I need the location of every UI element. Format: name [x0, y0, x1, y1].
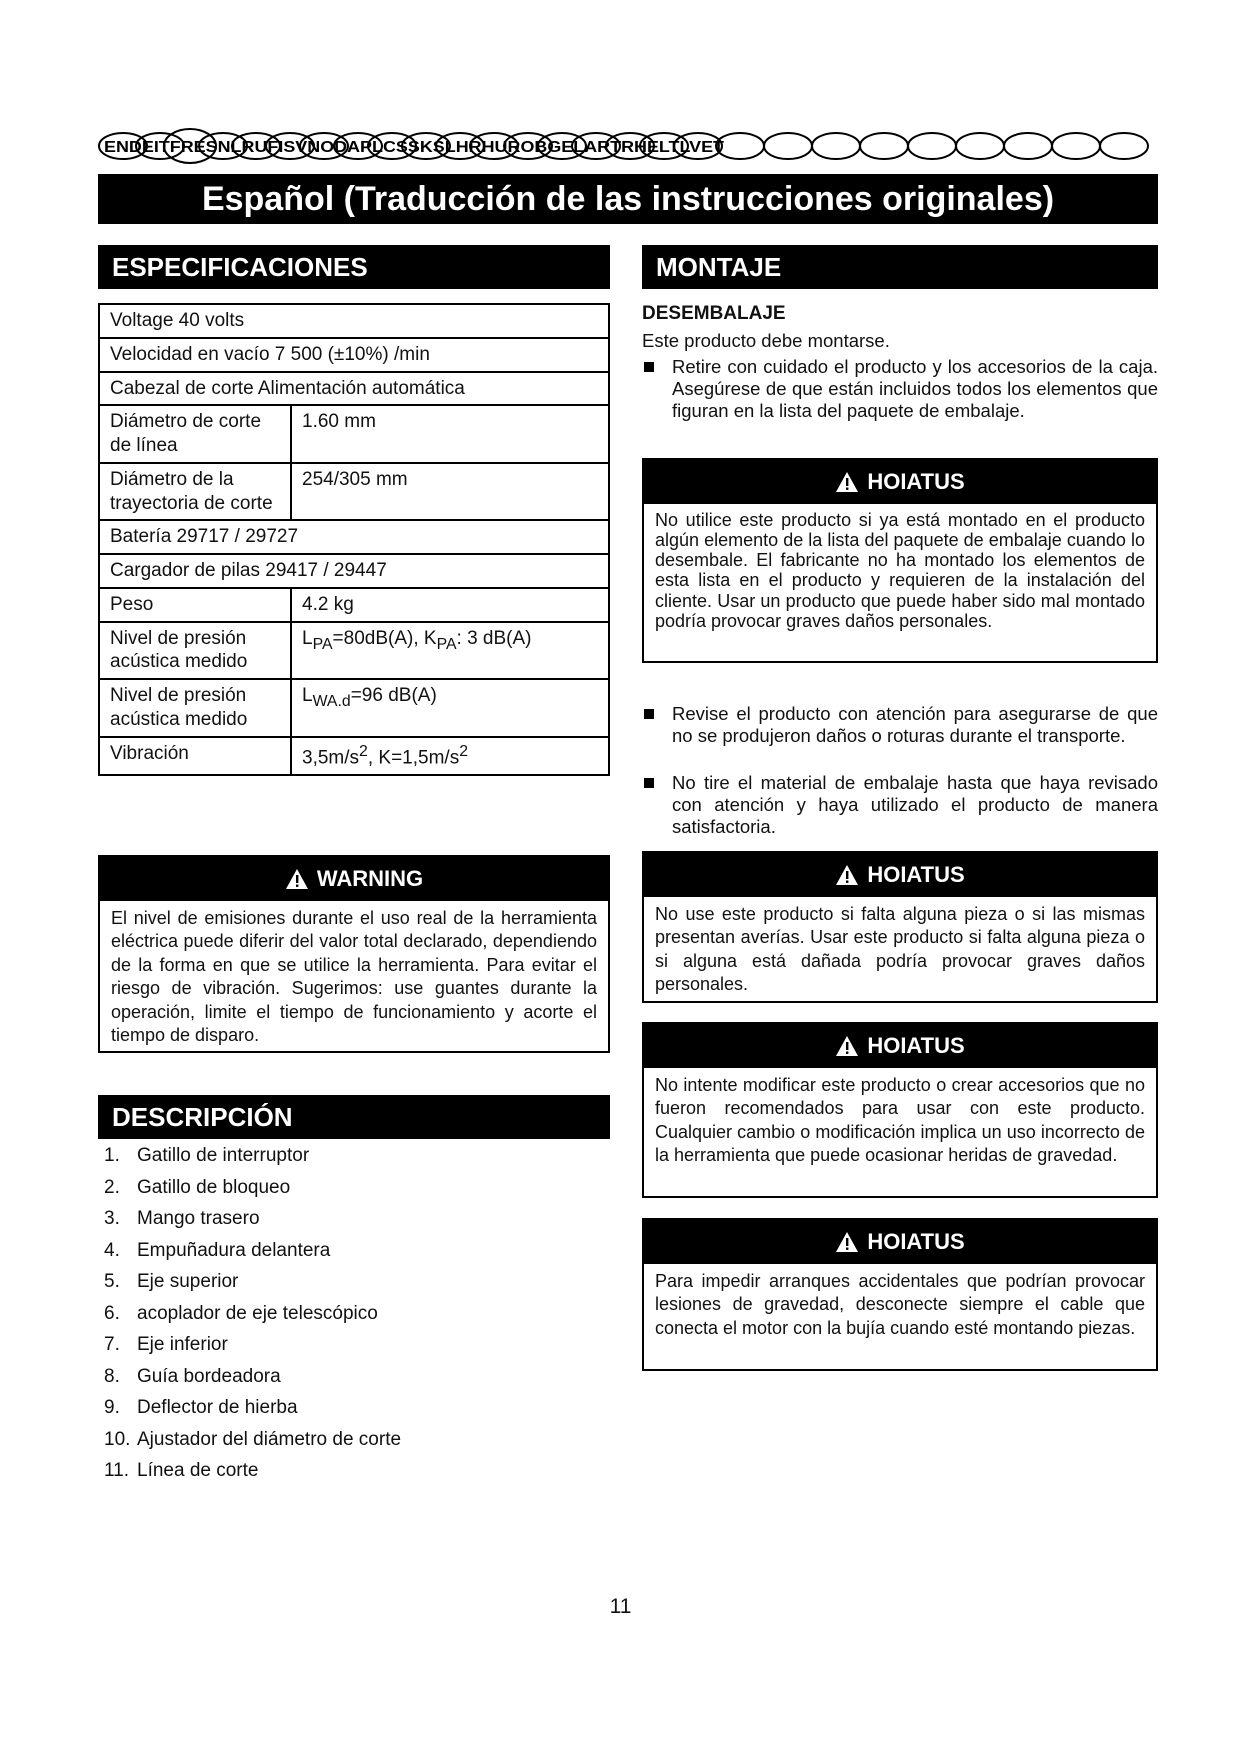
hoiatus-box-4 — [642, 1218, 1158, 1371]
hoiatus-header — [644, 1220, 1156, 1264]
warning-triangle-icon — [835, 864, 859, 886]
spec-value: 4.2 kg — [291, 588, 609, 622]
warning-triangle-icon — [835, 1231, 859, 1253]
description-item — [104, 1329, 401, 1361]
description-item-number: 8. — [104, 1365, 120, 1387]
description-item — [104, 1424, 401, 1456]
specs-row — [99, 338, 609, 372]
description-item-label: Mango trasero — [137, 1208, 260, 1229]
spec-label: Nivel de presión acústica medido — [99, 622, 291, 680]
description-item-label: Guía bordeadora — [137, 1365, 281, 1387]
specs-row — [99, 737, 609, 775]
warning-triangle-icon — [835, 1035, 859, 1057]
hoiatus-box-1 — [642, 458, 1158, 663]
description-item — [104, 1298, 401, 1330]
spec-value: $3,5m/s^2$, $K=1,5m/s^2$ — [291, 737, 609, 775]
bullet-marker — [644, 362, 654, 372]
specs-row — [99, 520, 609, 554]
unpacking-bullet-3: No tire el material de embalaje hasta que haya revisado con atención y haya utilizado el producto de manera satisfactoria. — [672, 772, 1158, 838]
specs-row — [99, 304, 609, 338]
description-item-number: 2. — [104, 1176, 120, 1198]
spec-value: 254/305 mm — [291, 463, 609, 521]
description-item-label: Ajustador del diámetro de corte — [137, 1428, 402, 1450]
warning-text: El nivel de emisiones durante el uso real de la herramienta eléctrica puede diferir del valor total declarado, dependiendo de la forma en que se utilice la herramienta. Para evitar el riesgo de vibración. Sugerimos: use guantes durante la operación, limite el tiempo de funcionamiento y acorte el tiempo de disparo. — [111, 908, 597, 1045]
description-item-label: Deflector de hierba — [137, 1397, 298, 1418]
specs-row — [99, 405, 609, 463]
specs-row — [99, 588, 609, 622]
spec-label: Peso — [99, 588, 291, 622]
description-item-number: 1. — [104, 1145, 120, 1166]
hoiatus-title: HOIATUS — [867, 1229, 965, 1254]
description-item-number: 4. — [104, 1239, 120, 1261]
unpacking-bullet-1: Retire con cuidado el producto y los accesorios de la caja. Asegúrese de que están incluidos todos los elementos que figuran en la lista del paquete de embalaje. — [672, 356, 1158, 422]
specs-row — [99, 372, 609, 406]
description-item-label: Eje superior — [137, 1271, 239, 1292]
spec-label: Nivel de presión acústica medido — [99, 679, 291, 737]
description-item-label: Línea de corte — [137, 1460, 259, 1481]
unpacking-subheading: DESEMBALAJE — [642, 303, 786, 324]
spec-label: Diámetro de la trayectoria de corte — [99, 463, 291, 521]
spec-label: Vibración — [99, 737, 291, 775]
description-item-number: 6. — [104, 1302, 120, 1324]
description-item-number: 3. — [104, 1208, 120, 1229]
warning-header — [100, 857, 608, 901]
hoiatus-box-3 — [642, 1022, 1158, 1198]
unpacking-bullet-2: Revise el producto con atención para asegurarse de que no se produjeron daños o roturas durante el transporte. — [672, 703, 1158, 747]
description-item-label: Eje inferior — [137, 1334, 228, 1355]
description-item — [104, 1392, 401, 1424]
description-list — [104, 1140, 401, 1487]
warning-title: WARNING — [316, 866, 424, 891]
spec-value: 1.60 mm — [291, 405, 609, 463]
specs-row — [99, 463, 609, 521]
hoiatus-text-3: No intente modificar este producto o crear accesorios que no fueron recomendados para usar con este producto. Cualquier cambio o modificación implica un uso incorrecto de la herramienta que puede ocasionar heridas de gravedad. — [655, 1075, 1145, 1166]
description-item-number: 10. — [104, 1428, 131, 1450]
description-item-label: acoplador de eje telescópico — [137, 1302, 378, 1324]
description-item-number: 5. — [104, 1271, 120, 1292]
unpacking-intro: Este producto debe montarse. — [642, 330, 890, 351]
description-item-number: 9. — [104, 1397, 120, 1418]
bullet-marker — [644, 778, 654, 788]
bullet-marker — [644, 709, 654, 719]
language-bubbles-graphic — [98, 128, 1158, 164]
description-item-label: Gatillo de interruptor — [137, 1145, 310, 1166]
specs-table — [98, 303, 610, 776]
description-item — [104, 1203, 401, 1235]
warning-box — [98, 855, 610, 1053]
spec-label: Voltage 40 volts — [99, 304, 609, 338]
description-item-label: Gatillo de bloqueo — [137, 1176, 291, 1198]
specs-row — [99, 554, 609, 588]
hoiatus-title: HOIATUS — [867, 862, 965, 887]
spec-value: $L_{WA.d}=96$ dB(A) — [291, 679, 609, 737]
description-item — [104, 1235, 401, 1267]
description-item — [104, 1455, 401, 1487]
specs-row — [99, 622, 609, 680]
warning-triangle-icon — [835, 471, 859, 493]
spec-value: $L_{PA}=80dB(A)$, $K_{PA}$: 3 dB(A) — [291, 622, 609, 680]
warning-triangle-icon — [285, 868, 309, 890]
description-item-number: 11. — [104, 1460, 130, 1481]
spec-label: Batería 29717 / 29727 — [99, 520, 609, 554]
hoiatus-header — [644, 460, 1156, 504]
specs-row — [99, 679, 609, 737]
montaje-heading: MONTAJE — [642, 245, 1158, 289]
spec-label: Diámetro de corte de línea — [99, 405, 291, 463]
page-title: Español (Traducción de las instrucciones originales) — [98, 174, 1158, 224]
description-item — [104, 1140, 401, 1172]
hoiatus-title: HOIATUS — [867, 1033, 965, 1058]
description-item — [104, 1266, 401, 1298]
hoiatus-text-1: No utilice este producto si ya está montado en el producto algún elemento de la lista del paquete de embalaje cuando lo desembale. El fabricante no ha montado los elementos de esta lista en el producto y requieren de la instalación del cliente. Usar un producto que puede haber sido mal montado podría provocar graves daños personales. — [655, 510, 1145, 631]
language-codes: ENDEITFRESNLRUFISVNODAPLCSSKSLHRHUROBGELARTRHELTLVET — [104, 139, 725, 156]
language-selector-bar — [98, 128, 1158, 164]
description-heading: DESCRIPCIÓN — [98, 1095, 610, 1139]
description-item-number: 7. — [104, 1334, 120, 1355]
hoiatus-text-4: Para impedir arranques accidentales que podrían provocar lesiones de gravedad, desconecte siempre el cable que conecta el motor con la bujía cuando esté montando piezas. — [655, 1271, 1145, 1338]
hoiatus-text-2: No use este producto si falta alguna pieza o si las mismas presentan averías. Usar este producto si falta alguna pieza o si alguna está dañada podría provocar graves daños personales. — [655, 904, 1145, 995]
hoiatus-header — [644, 1024, 1156, 1068]
hoiatus-header — [644, 853, 1156, 897]
page-number: 11 — [609, 1595, 632, 1618]
spec-label: Cargador de pilas 29417 / 29447 — [99, 554, 609, 588]
description-item — [104, 1172, 401, 1204]
description-item — [104, 1361, 401, 1393]
description-item-label: Empuñadura delantera — [137, 1239, 331, 1261]
spec-label: Velocidad en vacío 7 500 (±10%) /min — [99, 338, 609, 372]
hoiatus-title: HOIATUS — [867, 469, 965, 494]
spec-label: Cabezal de corte Alimentación automática — [99, 372, 609, 406]
hoiatus-box-2 — [642, 851, 1158, 1003]
specs-heading: ESPECIFICACIONES — [98, 245, 610, 289]
